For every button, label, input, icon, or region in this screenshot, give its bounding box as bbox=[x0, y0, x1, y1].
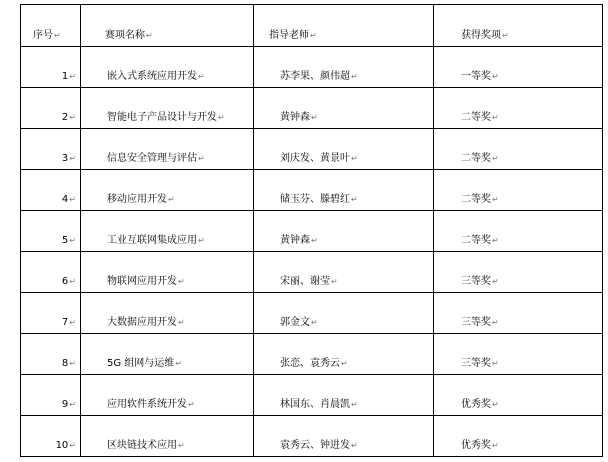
event-name-cell bbox=[81, 211, 254, 252]
paragraph-mark-icon: ↵ bbox=[69, 113, 76, 122]
row-index: 2 bbox=[61, 112, 69, 123]
paragraph-mark-icon: ↵ bbox=[492, 236, 499, 245]
advisor-names-cell bbox=[254, 293, 434, 334]
award-level-cell bbox=[434, 211, 603, 252]
advisor-names: 黄钟森 bbox=[280, 112, 310, 123]
paragraph-mark-icon: ↵ bbox=[502, 31, 509, 40]
award-level-cell bbox=[434, 170, 603, 211]
award-level: 二等奖 bbox=[461, 235, 491, 246]
awards-table bbox=[20, 4, 603, 457]
table-row bbox=[21, 375, 603, 416]
row-index: 9 bbox=[61, 399, 69, 410]
event-name-cell bbox=[81, 252, 254, 293]
award-level-cell bbox=[434, 252, 603, 293]
advisor-names: 林国东、肖晨凯 bbox=[280, 399, 350, 410]
paragraph-mark-icon: ↵ bbox=[310, 31, 317, 40]
paragraph-mark-icon: ↵ bbox=[492, 359, 499, 368]
row-index-cell bbox=[21, 211, 81, 252]
event-name: 移动应用开发 bbox=[107, 194, 167, 205]
advisor-names-cell bbox=[254, 375, 434, 416]
paragraph-mark-icon: ↵ bbox=[341, 359, 348, 368]
paragraph-mark-icon: ↵ bbox=[492, 400, 499, 409]
advisor-names: 郭金文 bbox=[280, 317, 310, 328]
advisor-names: 张恋、袁秀云 bbox=[280, 358, 340, 369]
award-level-cell bbox=[434, 129, 603, 170]
paragraph-mark-icon: ↵ bbox=[311, 113, 318, 122]
event-name-cell bbox=[81, 416, 254, 457]
event-name: 智能电子产品设计与开发 bbox=[107, 112, 217, 123]
event-name-cell bbox=[81, 88, 254, 129]
award-level: 三等奖 bbox=[461, 358, 491, 369]
advisor-names: 储玉芬、滕碧红 bbox=[280, 194, 350, 205]
header-advisors-cell bbox=[254, 5, 434, 47]
award-level: 二等奖 bbox=[461, 194, 491, 205]
paragraph-mark-icon: ↵ bbox=[69, 318, 76, 327]
event-name: 嵌入式系统应用开发 bbox=[107, 71, 197, 82]
header-event: 赛项名称 bbox=[105, 30, 145, 41]
table-row bbox=[21, 47, 603, 88]
table-row bbox=[21, 129, 603, 170]
advisor-names-cell bbox=[254, 47, 434, 88]
row-index-cell bbox=[21, 375, 81, 416]
award-level-cell bbox=[434, 293, 603, 334]
table-row bbox=[21, 211, 603, 252]
advisor-names: 宋丽、谢莹 bbox=[280, 276, 330, 287]
award-level: 一等奖 bbox=[461, 71, 491, 82]
event-name-cell bbox=[81, 170, 254, 211]
advisor-names: 刘庆发、黄景叶 bbox=[280, 153, 350, 164]
event-name: 物联网应用开发 bbox=[107, 276, 177, 287]
table-row bbox=[21, 416, 603, 457]
award-level: 二等奖 bbox=[461, 112, 491, 123]
row-index-cell bbox=[21, 416, 81, 457]
paragraph-mark-icon: ↵ bbox=[175, 359, 182, 368]
table-row bbox=[21, 252, 603, 293]
award-level: 三等奖 bbox=[461, 276, 491, 287]
paragraph-mark-icon: ↵ bbox=[54, 31, 61, 40]
row-index-cell bbox=[21, 47, 81, 88]
header-index: 序号 bbox=[33, 30, 53, 41]
paragraph-mark-icon: ↵ bbox=[198, 154, 205, 163]
event-name: 大数据应用开发 bbox=[107, 317, 177, 328]
paragraph-mark-icon: ↵ bbox=[331, 277, 338, 286]
table-row bbox=[21, 293, 603, 334]
paragraph-mark-icon: ↵ bbox=[69, 441, 76, 450]
row-index-cell bbox=[21, 170, 81, 211]
paragraph-mark-icon: ↵ bbox=[218, 113, 225, 122]
header-index-cell bbox=[21, 5, 81, 47]
award-level: 优秀奖 bbox=[461, 440, 491, 451]
header-row bbox=[21, 5, 603, 47]
paragraph-mark-icon: ↵ bbox=[69, 154, 76, 163]
award-level: 三等奖 bbox=[461, 317, 491, 328]
row-index: 7 bbox=[61, 317, 69, 328]
paragraph-mark-icon: ↵ bbox=[69, 277, 76, 286]
award-level-cell bbox=[434, 88, 603, 129]
paragraph-mark-icon: ↵ bbox=[178, 318, 185, 327]
paragraph-mark-icon: ↵ bbox=[311, 318, 318, 327]
paragraph-mark-icon: ↵ bbox=[492, 72, 499, 81]
event-name: 工业互联网集成应用 bbox=[107, 235, 197, 246]
row-index-cell bbox=[21, 293, 81, 334]
row-index: 10 bbox=[55, 440, 69, 451]
paragraph-mark-icon: ↵ bbox=[492, 277, 499, 286]
row-index: 3 bbox=[61, 153, 69, 164]
advisor-names-cell bbox=[254, 129, 434, 170]
header-advisors: 指导老师 bbox=[269, 30, 309, 41]
event-name-cell bbox=[81, 293, 254, 334]
award-level: 优秀奖 bbox=[461, 399, 491, 410]
advisor-names-cell bbox=[254, 170, 434, 211]
paragraph-mark-icon: ↵ bbox=[188, 400, 195, 409]
row-index-cell bbox=[21, 334, 81, 375]
row-index-cell bbox=[21, 88, 81, 129]
paragraph-mark-icon: ↵ bbox=[69, 400, 76, 409]
paragraph-mark-icon: ↵ bbox=[178, 277, 185, 286]
advisor-names: 苏李果、颜伟超 bbox=[280, 71, 350, 82]
row-index: 1 bbox=[61, 71, 69, 82]
paragraph-mark-icon: ↵ bbox=[69, 236, 76, 245]
paragraph-mark-icon: ↵ bbox=[492, 441, 499, 450]
event-name-cell bbox=[81, 47, 254, 88]
advisor-names: 袁秀云、钟进发 bbox=[280, 440, 350, 451]
event-name: 5G 组网与运维 bbox=[107, 358, 175, 369]
paragraph-mark-icon: ↵ bbox=[168, 195, 175, 204]
table-row bbox=[21, 88, 603, 129]
paragraph-mark-icon: ↵ bbox=[69, 195, 76, 204]
award-level-cell bbox=[434, 416, 603, 457]
paragraph-mark-icon: ↵ bbox=[492, 318, 499, 327]
advisor-names-cell bbox=[254, 334, 434, 375]
event-name: 区块链技术应用 bbox=[107, 440, 177, 451]
paragraph-mark-icon: ↵ bbox=[351, 400, 358, 409]
table-body bbox=[21, 47, 603, 457]
header-award: 获得奖项 bbox=[461, 30, 501, 41]
award-level-cell bbox=[434, 47, 603, 88]
row-index: 4 bbox=[61, 194, 69, 205]
advisor-names-cell bbox=[254, 252, 434, 293]
row-index-cell bbox=[21, 129, 81, 170]
paragraph-mark-icon: ↵ bbox=[311, 236, 318, 245]
row-index: 8 bbox=[61, 358, 69, 369]
paragraph-mark-icon: ↵ bbox=[351, 195, 358, 204]
row-index-cell bbox=[21, 252, 81, 293]
award-level-cell bbox=[434, 375, 603, 416]
paragraph-mark-icon: ↵ bbox=[198, 72, 205, 81]
advisor-names-cell bbox=[254, 416, 434, 457]
paragraph-mark-icon: ↵ bbox=[351, 72, 358, 81]
paragraph-mark-icon: ↵ bbox=[198, 236, 205, 245]
row-index: 6 bbox=[61, 276, 69, 287]
paragraph-mark-icon: ↵ bbox=[351, 154, 358, 163]
paragraph-mark-icon: ↵ bbox=[69, 72, 76, 81]
event-name-cell bbox=[81, 375, 254, 416]
paragraph-mark-icon: ↵ bbox=[492, 154, 499, 163]
award-level-cell bbox=[434, 334, 603, 375]
header-event-cell bbox=[81, 5, 254, 47]
paragraph-mark-icon: ↵ bbox=[492, 195, 499, 204]
paragraph-mark-icon: ↵ bbox=[146, 31, 153, 40]
row-index: 5 bbox=[61, 235, 69, 246]
table-row bbox=[21, 334, 603, 375]
advisor-names-cell bbox=[254, 88, 434, 129]
advisor-names: 黄钟森 bbox=[280, 235, 310, 246]
event-name-cell bbox=[81, 129, 254, 170]
event-name: 信息安全管理与评估 bbox=[107, 153, 197, 164]
paragraph-mark-icon: ↵ bbox=[492, 113, 499, 122]
header-award-cell bbox=[434, 5, 603, 47]
award-level: 二等奖 bbox=[461, 153, 491, 164]
paragraph-mark-icon: ↵ bbox=[351, 441, 358, 450]
paragraph-mark-icon: ↵ bbox=[178, 441, 185, 450]
advisor-names-cell bbox=[254, 211, 434, 252]
paragraph-mark-icon: ↵ bbox=[69, 359, 76, 368]
event-name-cell bbox=[81, 334, 254, 375]
event-name: 应用软件系统开发 bbox=[107, 399, 187, 410]
table-row bbox=[21, 170, 603, 211]
